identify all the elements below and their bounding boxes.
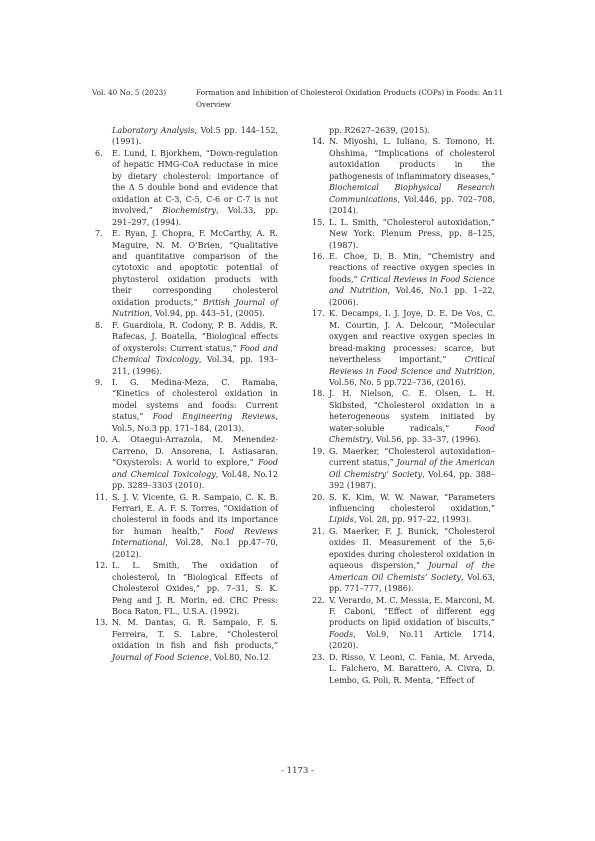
reference-text: , Vol.9, No.11 Article 1714, (2020). — [329, 629, 495, 651]
reference-text: N. M. Dantas, G. R. Sampaio, F. S. Ferreira, T. S. Labre, “Cholesterol oxidation in fish and fish products,” — [112, 618, 278, 651]
reference-text: E. Ryan, J. Chopra, F. McCarthy, A. R. Maguire, N. M. O’Brien, “Qualitative and quantitative comparison of the cytotoxic and apoptotic potential of phytosterol oxidation products with their corresponding cholesterol oxidation products,” — [112, 229, 278, 307]
reference-text: , Vol. 28, pp. 917–22, (1993). — [353, 515, 472, 525]
running-header — [92, 87, 503, 109]
reference-text: , Vol.56, No. 5 pp.722–736, (2016). — [329, 366, 495, 387]
reference-entry — [95, 617, 278, 663]
reference-source-title: Critical Reviews in Food Science and Nutrition — [329, 355, 495, 376]
reference-number: 12. — [95, 561, 108, 571]
footer-page-number: - 1173 - — [281, 766, 314, 776]
reference-number: 11. — [95, 492, 108, 502]
reference-continuation — [312, 125, 495, 136]
reference-number: 21. — [312, 526, 325, 536]
reference-text: , Vol.94, pp. 443–51, (2005). — [149, 309, 265, 319]
reference-text: pp. R2627–2639, (2015). — [329, 126, 430, 135]
reference-number: 15. — [312, 217, 325, 227]
running-title: Formation and Inhibition of Cholesterol Oxidation Products (COPs) in Foods: An Overview — [196, 88, 493, 109]
reference-number: 14. — [312, 137, 325, 147]
reference-number: 6. — [95, 148, 103, 158]
reference-text: K. Decamps, I. J. Joye, D. E. De Vos, C. M. Courtin, J. A. Delcour, “Molecular oxygen and reactive oxygen species in bread-making processes: scarce, but nevertheless important,” — [329, 309, 495, 365]
reference-text: , Vol.446, pp. 702–708, (2014). — [329, 194, 495, 216]
reference-source-title: Food Reviews International — [112, 526, 278, 548]
reference-number: 7. — [95, 229, 103, 239]
reference-entry — [95, 434, 278, 491]
reference-source-title: British Journal of Nutrition — [112, 297, 278, 319]
reference-number: 16. — [312, 251, 325, 261]
reference-number: 17. — [312, 309, 325, 319]
reference-text: S. K. Kim, W. W. Nawar, “Parameters influencing cholesterol oxidation,” — [329, 492, 495, 513]
reference-text: , Vol.63, pp. 771–777, (1986). — [329, 572, 495, 594]
header-page-number: 11 — [493, 88, 503, 97]
reference-text: , Vol.64, pp. 388–392 (1987). — [329, 469, 495, 491]
reference-entry — [95, 560, 278, 617]
reference-source-title: Journal of the American Oil Chemists’ Society — [329, 561, 495, 582]
reference-text: , Vol.33, pp. 291–297, (1994). — [112, 206, 278, 227]
reference-text: , Vol.46, No.1 pp. 1–22, (2006). — [329, 286, 496, 307]
reference-text: I. G. Medina-Meza, C. Ramaba, “Kinetics of cholesterol oxidation in model systems and foods: Current status,” — [112, 377, 278, 422]
reference-text: E. Lund, I. Bjorkhem, “Down-regulation of hepatic HMG-CoA reductase in mice by dietary cholesterol: importance of the Δ 5 double bond and evidence that oxidation at C-3, C-5, C-6 or C-7 is not involved,” — [112, 148, 278, 216]
reference-entry — [95, 320, 278, 377]
reference-text: , Vol.48, No.12 pp. 3289–3303 (2010). — [112, 469, 278, 491]
reference-source-title: Food Engineering Reviews — [152, 412, 276, 422]
reference-text: G. Maerker, “Cholesterol autoxidation–current status,” — [329, 446, 495, 468]
reference-text: F. Guardiola, R. Codony, P. B. Addis, R. Rafecas, J. Boatella, “Biological effects of oxysterols: Current status,” — [112, 320, 278, 353]
reference-entry — [312, 652, 495, 686]
reference-text: , Vol.28, No.1 pp.47–70, (2012). — [112, 538, 278, 559]
reference-source-title: Journal of the American Oil Chemistry’ Society — [329, 458, 495, 479]
reference-entry — [95, 377, 278, 434]
reference-text: , Vol.5 pp. 144–152, (1991). — [112, 126, 278, 147]
reference-number: 9. — [95, 377, 103, 387]
reference-entry — [95, 228, 278, 320]
reference-source-title: Biochemistry — [162, 206, 216, 216]
reference-entry — [312, 388, 495, 445]
reference-text: G. Maerker, F. J. Bunick, “Cholesterol oxides II. Measurement of the 5,6-epoxides during cholesterol oxidation in aqueous dispersion,” — [329, 526, 495, 571]
references-right-column — [312, 125, 495, 686]
reference-text: L. L. Smith, “Cholesterol autoxidation,” New York: Plenum Press, pp. 8–125, (1987). — [329, 217, 495, 250]
reference-number: 19. — [312, 446, 325, 456]
reference-entry — [95, 148, 278, 228]
reference-source-title: Laboratory Analysis — [112, 126, 195, 135]
reference-number: 13. — [95, 618, 108, 628]
reference-source-title: Biochemical Biophysical Research Communications — [329, 183, 495, 204]
reference-source-title: Foods — [329, 629, 354, 639]
reference-text: , Vol.34, pp. 193–211, (1996). — [112, 355, 278, 376]
reference-continuation — [95, 125, 278, 148]
reference-source-title: Food and Chemical Toxicology — [112, 458, 278, 479]
reference-entry — [312, 526, 495, 595]
reference-number: 23. — [312, 652, 325, 662]
reference-source-title: Lipids — [329, 515, 354, 525]
reference-number: 8. — [95, 320, 103, 330]
reference-text: V. Verardo, M. C. Messia, E. Marconi, M. F. Caboni, “Effect of different egg products on lipid oxidation of biscuits,” — [329, 595, 495, 628]
references-left-column — [95, 125, 278, 663]
reference-source-title: Journal of Food Science — [112, 652, 209, 662]
reference-text: J. H. Nielson, C. E. Olsen, L. H. Skibsted, “Cholesterol oxidation in a heterogeneous system initiated by water-soluble radicals,” — [329, 389, 495, 433]
reference-text: L. L. Smith, The oxidation of cholesterol, In “Biological Effects of Cholesterol Oxides,” pp. 7–31, S. K. Peng and J. R. Morin, ed. CRC Press: Boca Raton, FL., U.S.A. (1992). — [112, 561, 278, 617]
page-footer — [0, 765, 595, 777]
reference-text: D. Risso, V. Leoni, C. Fania, M. Arveda, L. Falchero, M. Barattero, A. Civra, D. Lembo, G. Poli, R. Menta, “Effect of — [329, 652, 495, 685]
reference-number: 22. — [312, 595, 325, 605]
reference-text: A. Otaegui-Arrazola, M. Menendez-Carreno, D. Ansorena, I. Astiasaran, “Oxysterols: A world to explore,” — [112, 435, 278, 468]
reference-text: , Vol.80, No.12 — [208, 652, 270, 662]
reference-source-title: Food and Chemical Toxicology — [112, 343, 278, 365]
reference-entry — [312, 136, 495, 216]
reference-source-title: Critical Reviews in Food Science and Nutrition — [329, 274, 495, 296]
reference-entry — [312, 251, 495, 308]
reference-number: 10. — [95, 435, 108, 445]
journal-volume: Vol. 40 No. 5 (2023) — [92, 88, 167, 97]
reference-source-title: Food Chemistry — [329, 423, 495, 445]
reference-entry — [312, 217, 495, 251]
reference-text: , Vol.5, No.3 pp. 171–184, (2013). — [112, 412, 278, 433]
reference-text: S. J. V. Vicente, G. R. Sampaio, C. K. B. Ferrari, E. A. F. S. Torres, “Oxidation of cholesterol in foods and its importance for human health,” — [112, 492, 278, 536]
reference-number: 20. — [312, 492, 325, 502]
reference-entry — [95, 492, 278, 561]
reference-entry — [312, 308, 495, 388]
reference-entry — [312, 492, 495, 526]
reference-number: 18. — [312, 389, 325, 399]
reference-entry — [312, 595, 495, 652]
reference-text: N. Miyoshi, L. Iuliano, S. Tomono, H. Ohshima, “Implications of cholesterol autoxidation products in the pathogenesis of inflammatory diseases,” — [329, 137, 495, 181]
reference-text: , Vol.56, pp. 33–37, (1996). — [371, 435, 481, 445]
reference-entry — [312, 446, 495, 492]
reference-text: E. Choe, D. B. Min, “Chemistry and reactions of reactive oxygen species in foods,” — [329, 251, 495, 284]
